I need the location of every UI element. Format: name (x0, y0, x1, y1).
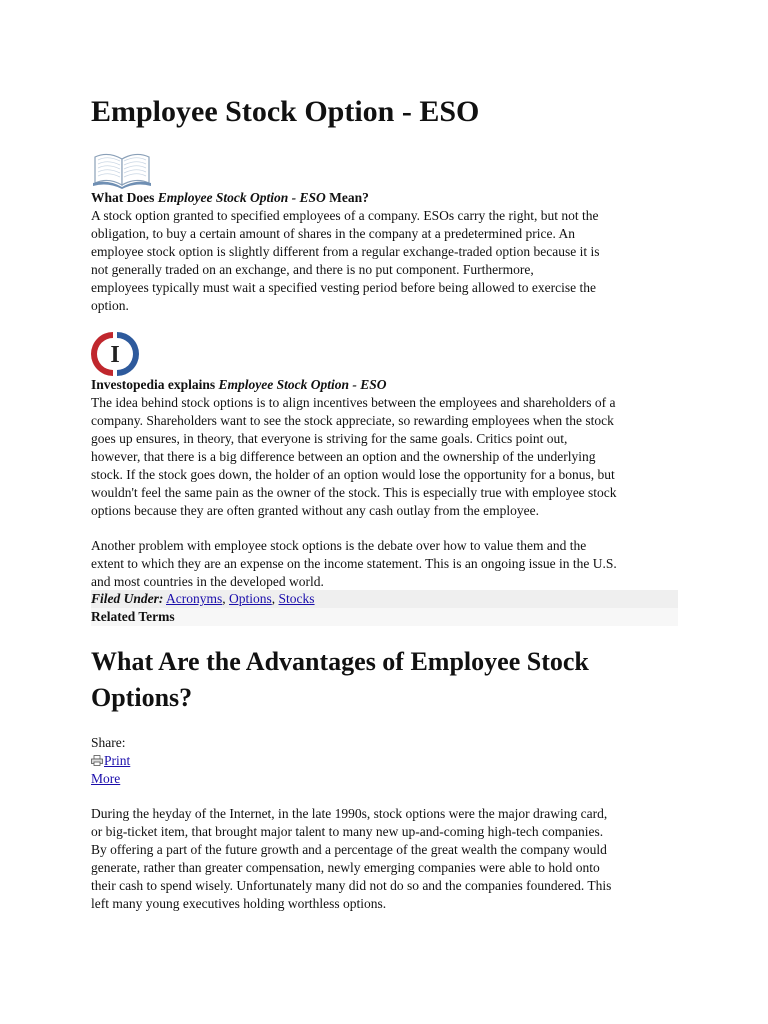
explains-text-2: Another problem with employee stock options is the debate over how to value them and the extent to which they are an expense on the income statement. This is an ongoing issue in the U.S. and most countries in the developed world. (91, 538, 617, 589)
more-link[interactable]: More (91, 771, 121, 786)
share-section (91, 734, 130, 788)
share-label: Share: (91, 735, 126, 750)
article2-body (91, 805, 681, 913)
print-icon (91, 755, 103, 766)
investopedia-logo-icon (89, 330, 141, 378)
related-terms-heading: Related Terms (91, 608, 678, 626)
filed-link-stocks[interactable]: Stocks (278, 591, 315, 606)
print-label: Print (104, 753, 131, 768)
print-link[interactable] (91, 753, 130, 768)
article2-text: During the heyday of the Internet, in the late 1990s, stock options were the major drawing card, or big-ticket item, that brought major talent to many new up-and-coming high-tech companies. By offering a part of the future growth and a percentage of the great wealth the company would generate, rather than greater compensation, newly emerging companies were able to hold onto their cash to spend wisely. Unfortunately many did not do so and the companies foundered. This left many young executives holding worthless options. (91, 806, 612, 911)
explains-section (91, 376, 681, 520)
open-book-icon (91, 143, 153, 189)
explains-text: The idea behind stock options is to align incentives between the employees and shareholders of a company. Shareholders want to see the stock appreciate, so rewarding employees when the stock goes up ensures, in theory, that everyone is striving for the same goals. Critics point out, however, that there is a big difference between an option and the ownership of the underlying stock. If the stock goes down, the holder of an option would lose the opportunity for a bonus, but wouldn't feel the same pain as the owner of the stock. This is especially true with employee stock options because they are often granted without any cash outlay from the employee. (91, 395, 617, 518)
definition-heading: What Does Employee Stock Option - ESO Mean? (91, 190, 369, 205)
filed-link-options[interactable]: Options (229, 591, 272, 606)
definition-section (91, 189, 681, 315)
explains-heading: Investopedia explains Employee Stock Option - ESO (91, 377, 387, 392)
explains-section-2 (91, 537, 681, 591)
filed-under-bar: Filed Under: Acronyms, Options, Stocks (91, 590, 678, 608)
print-row (91, 752, 130, 770)
article2-title: What Are the Advantages of Employee Stock Options? (91, 647, 589, 712)
definition-text: A stock option granted to specified employees of a company. ESOs carry the right, but not the obligation, to buy a certain amount of shares in the company at a predetermined price. An employee stock option is slightly different from a regular exchange-traded option because it is not generally traded on an exchange, and there is no put component. Furthermore, employees typically must wait a specified vesting period before being allowed to exercise the option. (91, 208, 600, 313)
filed-under-label: Filed Under: (91, 591, 164, 606)
article-title: Employee Stock Option - ESO (91, 95, 480, 128)
logo-letter: I (110, 342, 120, 368)
filed-link-acronyms[interactable]: Acronyms (166, 591, 223, 606)
